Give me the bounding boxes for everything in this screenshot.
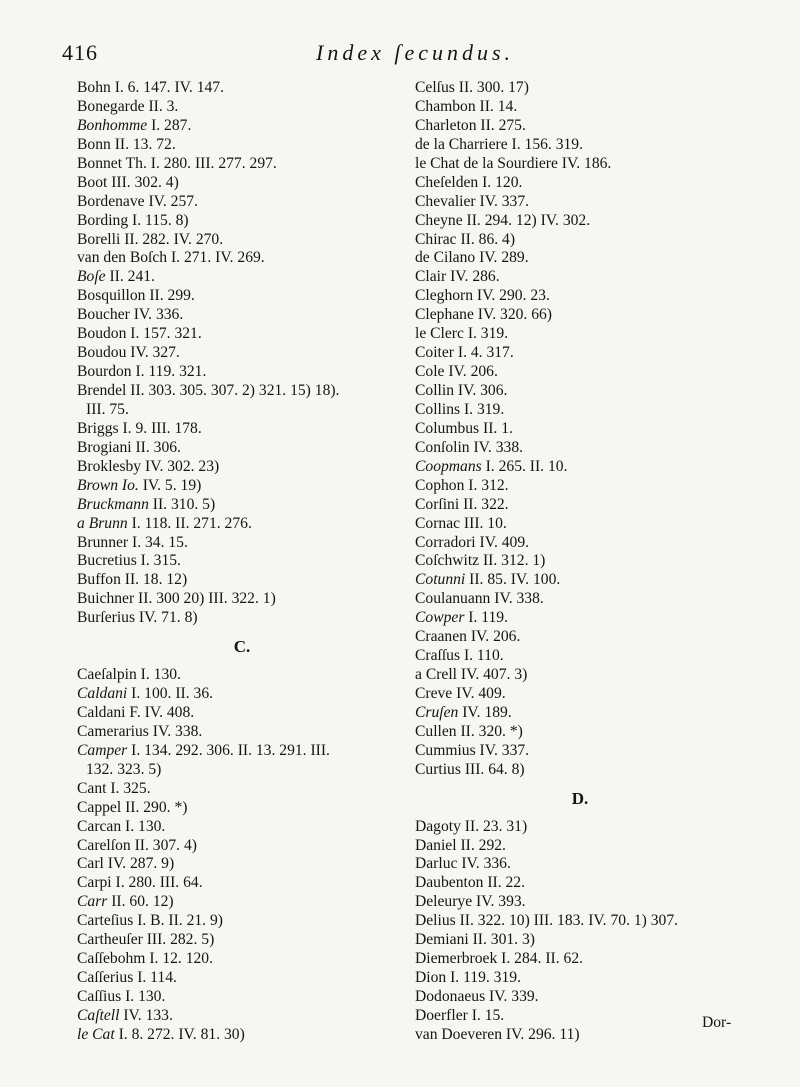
index-entry [415,439,785,458]
index-entry [77,931,412,950]
entry-text: Bucretius I. 315. [77,552,181,570]
entry-text: Brogiani II. 306. [77,438,181,456]
index-entry [77,552,412,571]
index-entry [415,193,785,212]
entry-text: Cophon I. 312. [415,476,509,494]
entry-references: II. 310. 5) [148,495,216,513]
index-entry [415,837,785,856]
entry-text: Cole IV. 206. [415,363,498,381]
index-entry [77,818,412,837]
entry-text: Delius II. 322. 10) III. 183. IV. 70. 1) 307. [415,912,679,930]
index-entry [77,174,412,193]
entry-text: Creve IV. 409. [415,685,506,702]
index-entry [415,249,785,268]
index-entry [77,79,412,98]
index-entry [415,969,785,988]
index-entry [415,401,785,420]
index-entry [415,590,785,609]
entry-name: Caldani [77,685,128,703]
entry-text: Broklesby IV. 302. 23) [77,457,220,475]
entry-text: Celſus II. 300. 17) [415,79,529,96]
index-entry [415,855,785,874]
entry-text: Dagoty II. 23. 31) [415,817,528,835]
entry-references: I. 287. [147,116,192,134]
entry-references: IV. 133. [119,1006,173,1024]
entry-references: I. 118. II. 271. 276. [127,514,252,532]
index-entry [415,685,785,704]
entry-text: Brendel II. 303. 305. 307. 2) 321. 15) 18). [77,382,340,399]
index-entry [77,1007,412,1026]
index-entry [77,193,412,212]
index-entry [77,893,412,912]
index-entry [415,174,785,193]
section-letter: D. [571,788,589,808]
entry-continuation: III. 75. [86,400,129,418]
entry-text: Boudou IV. 327. [77,344,180,362]
entry-text: Burſerius IV. 71. 8) [77,609,198,627]
index-entry [77,249,412,268]
entry-text: van Doeveren IV. 296. 11) [415,1025,580,1043]
index-entry [77,950,412,969]
entry-text: Buffon II. 18. 12) [77,571,188,589]
entry-references: I. 265. II. 10. [481,457,568,475]
index-entry [77,287,412,306]
index-entry [77,458,412,477]
index-column-right [415,79,785,1045]
entry-text: Coiter I. 4. 317. [415,344,514,362]
index-entry [77,874,412,893]
index-entry [415,306,785,325]
entry-text: Deleurye IV. 393. [415,893,526,911]
index-entry [77,912,412,931]
entry-text: Corſini II. 322. [415,495,509,513]
index-entry [415,477,785,496]
entry-text: Boucher IV. 336. [77,306,184,324]
index-entry [415,117,785,136]
entry-name: Bonhomme [77,116,148,134]
entry-text: Bording I. 115. 8) [77,211,189,229]
entry-references: IV. 5. 19) [138,476,202,494]
index-entry [77,969,412,988]
entry-text: Bourdon I. 119. 321. [77,363,207,381]
index-entry [415,552,785,571]
entry-text: Carelſon II. 307. 4) [77,836,197,854]
entry-text: Columbus II. 1. [415,419,513,437]
entry-text: Charleton II. 275. [415,116,526,134]
index-entry [415,818,785,837]
index-entry [77,268,412,287]
entry-text: de la Charriere I. 156. 319. [415,135,584,153]
entry-text: Daniel II. 292. [415,836,506,854]
index-entry [77,988,412,1007]
index-entry [415,704,785,723]
index-entry [415,98,785,117]
index-entry [77,666,412,685]
entry-name: le Cat [77,1025,115,1043]
entry-text: le Clerc I. 319. [415,325,509,343]
index-entry [77,590,412,609]
entry-text: Coſchwitz II. 312. 1) [415,552,546,570]
entry-text: Carcan I. 130. [77,817,166,835]
entry-text: Doerfler I. 15. [415,1006,505,1024]
index-entry [415,458,785,477]
entry-text: Boot III. 302. 4) [77,173,179,191]
entry-text: Chirac II. 86. 4) [415,230,516,248]
entry-continuation: 132. 323. 5) [86,760,162,778]
entry-text: Craſſus I. 110. [415,647,504,665]
entry-name: a Brunn [77,514,128,532]
entry-text: Camerarius IV. 338. [77,722,203,740]
entry-text: Dodonaeus IV. 339. [415,988,539,1006]
index-entry [415,950,785,969]
entry-text: Clephane IV. 320. 66) [415,306,553,324]
entry-references: I. 119. [464,609,508,627]
index-entry [415,287,785,306]
index-entry [77,515,412,534]
entry-text: Carteſius I. B. II. 21. 9) [77,912,223,930]
entry-text: Corradori IV. 409. [415,533,530,551]
entry-name: Cowper [415,609,465,627]
entry-text: van den Boſch I. 271. IV. 269. [77,249,265,267]
entry-text: Bonn II. 13. 72. [77,135,176,153]
index-entry [415,874,785,893]
entry-text: Caſſerius I. 114. [77,969,177,987]
index-entry [415,344,785,363]
index-entry [415,912,785,931]
section-letter: C. [233,637,251,657]
entry-text: Brunner I. 34. 15. [77,533,188,551]
entry-text: Caldani F. IV. 408. [77,703,195,721]
entry-text: Cummius IV. 337. [415,741,530,759]
entry-references: I. 8. 272. IV. 81. 30) [114,1025,245,1043]
index-column-left [77,79,412,1045]
entry-text: Briggs I. 9. III. 178. [77,419,202,437]
catchword: Dor- [702,1014,732,1031]
entry-text: Borelli II. 282. IV. 270. [77,230,224,248]
entry-text: Demiani II. 301. 3) [415,931,535,949]
entry-name: Bruckmann [77,495,149,513]
index-entry [415,723,785,742]
entry-text: Chambon II. 14. [415,97,518,115]
entry-text: Caſſebohm I. 12. 120. [77,950,213,968]
index-entry [77,117,412,136]
entry-text: Clair IV. 286. [415,268,500,286]
entry-text: le Chat de la Sourdiere IV. 186. [415,154,612,172]
index-entry [415,268,785,287]
index-entry [77,534,412,553]
entry-text: Curtius III. 64. 8) [415,760,525,778]
entry-text: Daubenton II. 22. [415,874,525,892]
entry-references: II. 60. 12) [107,893,174,911]
entry-name: Boſe [77,268,106,286]
index-entry [415,79,785,98]
index-entry [415,666,785,685]
entry-name: Caſtell [77,1006,120,1024]
index-entry [77,837,412,856]
page-header [62,36,762,72]
index-entry [415,363,785,382]
index-entry [77,571,412,590]
index-entry [77,212,412,231]
index-entry [77,325,412,344]
index-entry [77,609,412,628]
entry-text: Bonegarde II. 3. [77,97,179,115]
index-entry [77,704,412,723]
index-entry [415,534,785,553]
entry-references: II. 85. IV. 100. [465,571,561,589]
index-entry [77,420,412,439]
entry-text: de Cilano IV. 289. [415,249,529,267]
index-entry [415,893,785,912]
index-entry [77,742,412,780]
index-entry [415,155,785,174]
entry-text: Cleghorn IV. 290. 23. [415,287,550,305]
entry-text: Cornac III. 10. [415,514,507,532]
entry-references: IV. 189. [458,703,512,721]
index-entry [77,231,412,250]
entry-name: Camper [77,741,128,759]
entry-text: Cartheuſer III. 282. 5) [77,931,215,949]
entry-text: Collins I. 319. [415,400,505,418]
index-entry [77,382,412,420]
index-entry [77,306,412,325]
entry-text: Diemerbroek I. 284. II. 62. [415,950,584,968]
entry-references: I. 100. II. 36. [127,685,214,703]
entry-text: Cappel II. 290. *) [77,798,188,816]
running-title: Index ſecundus. [316,40,515,65]
index-entry [415,647,785,666]
index-entry [77,98,412,117]
index-entry [415,231,785,250]
entry-text: Darluc IV. 336. [415,855,511,873]
entry-references: I. 134. 292. 306. II. 13. 291. III. [127,741,330,759]
entry-text: Boudon I. 157. 321. [77,325,202,343]
index-entry [415,761,785,780]
index-entry [77,780,412,799]
index-entry [415,136,785,155]
index-entry [415,496,785,515]
entry-text: Caſſius I. 130. [77,988,166,1006]
entry-text: Carl IV. 287. 9) [77,855,175,873]
index-entry [77,344,412,363]
entry-text: Cant I. 325. [77,779,151,797]
index-entry [415,628,785,647]
index-entry [415,382,785,401]
index-entry [77,439,412,458]
index-entry [415,325,785,344]
index-entry [77,496,412,515]
index-entry [77,855,412,874]
index-entry [77,723,412,742]
index-entry [415,420,785,439]
entry-references: II. 241. [105,268,155,286]
entry-name: Carr [77,893,108,911]
index-entry [415,609,785,628]
page-number: 416 [62,40,98,65]
index-entry [415,988,785,1007]
index-entry [77,477,412,496]
index-entry [77,685,412,704]
index-entry [77,1026,412,1045]
index-entry [77,799,412,818]
entry-name: Coopmans [415,457,482,475]
index-entry [77,136,412,155]
index-entry [415,571,785,590]
entry-text: Bordenave IV. 257. [77,192,198,210]
entry-text: Bohn I. 6. 147. IV. 147. [77,79,224,96]
entry-text: Coulanuann IV. 338. [415,590,544,608]
entry-text: Carpi I. 280. III. 64. [77,874,203,892]
index-entry [415,931,785,950]
entry-text: Cheyne II. 294. 12) IV. 302. [415,211,591,229]
index-entry [77,155,412,174]
entry-text: Bosquillon II. 299. [77,287,195,305]
index-entry [415,742,785,761]
entry-text: Cheſelden I. 120. [415,173,523,191]
entry-text: Collin IV. 306. [415,382,508,399]
entry-text: Buichner II. 300 20) III. 322. 1) [77,590,276,608]
entry-text: Conſolin IV. 338. [415,438,524,456]
entry-text: a Crell IV. 407. 3) [415,666,528,684]
entry-text: Chevalier IV. 337. [415,192,530,210]
entry-name: Cotunni [415,571,466,589]
index-entry [415,515,785,534]
index-entry [415,212,785,231]
entry-text: Bonnet Th. I. 280. III. 277. 297. [77,154,277,172]
entry-text: Caeſalpin I. 130. [77,666,181,684]
entry-text: Cullen II. 320. *) [415,722,523,740]
entry-name: Brown Io. [77,476,139,494]
entry-name: Cruſen [415,703,459,721]
entry-text: Dion I. 119. 319. [415,969,521,987]
entry-text: Craanen IV. 206. [415,628,521,646]
index-entry [77,363,412,382]
